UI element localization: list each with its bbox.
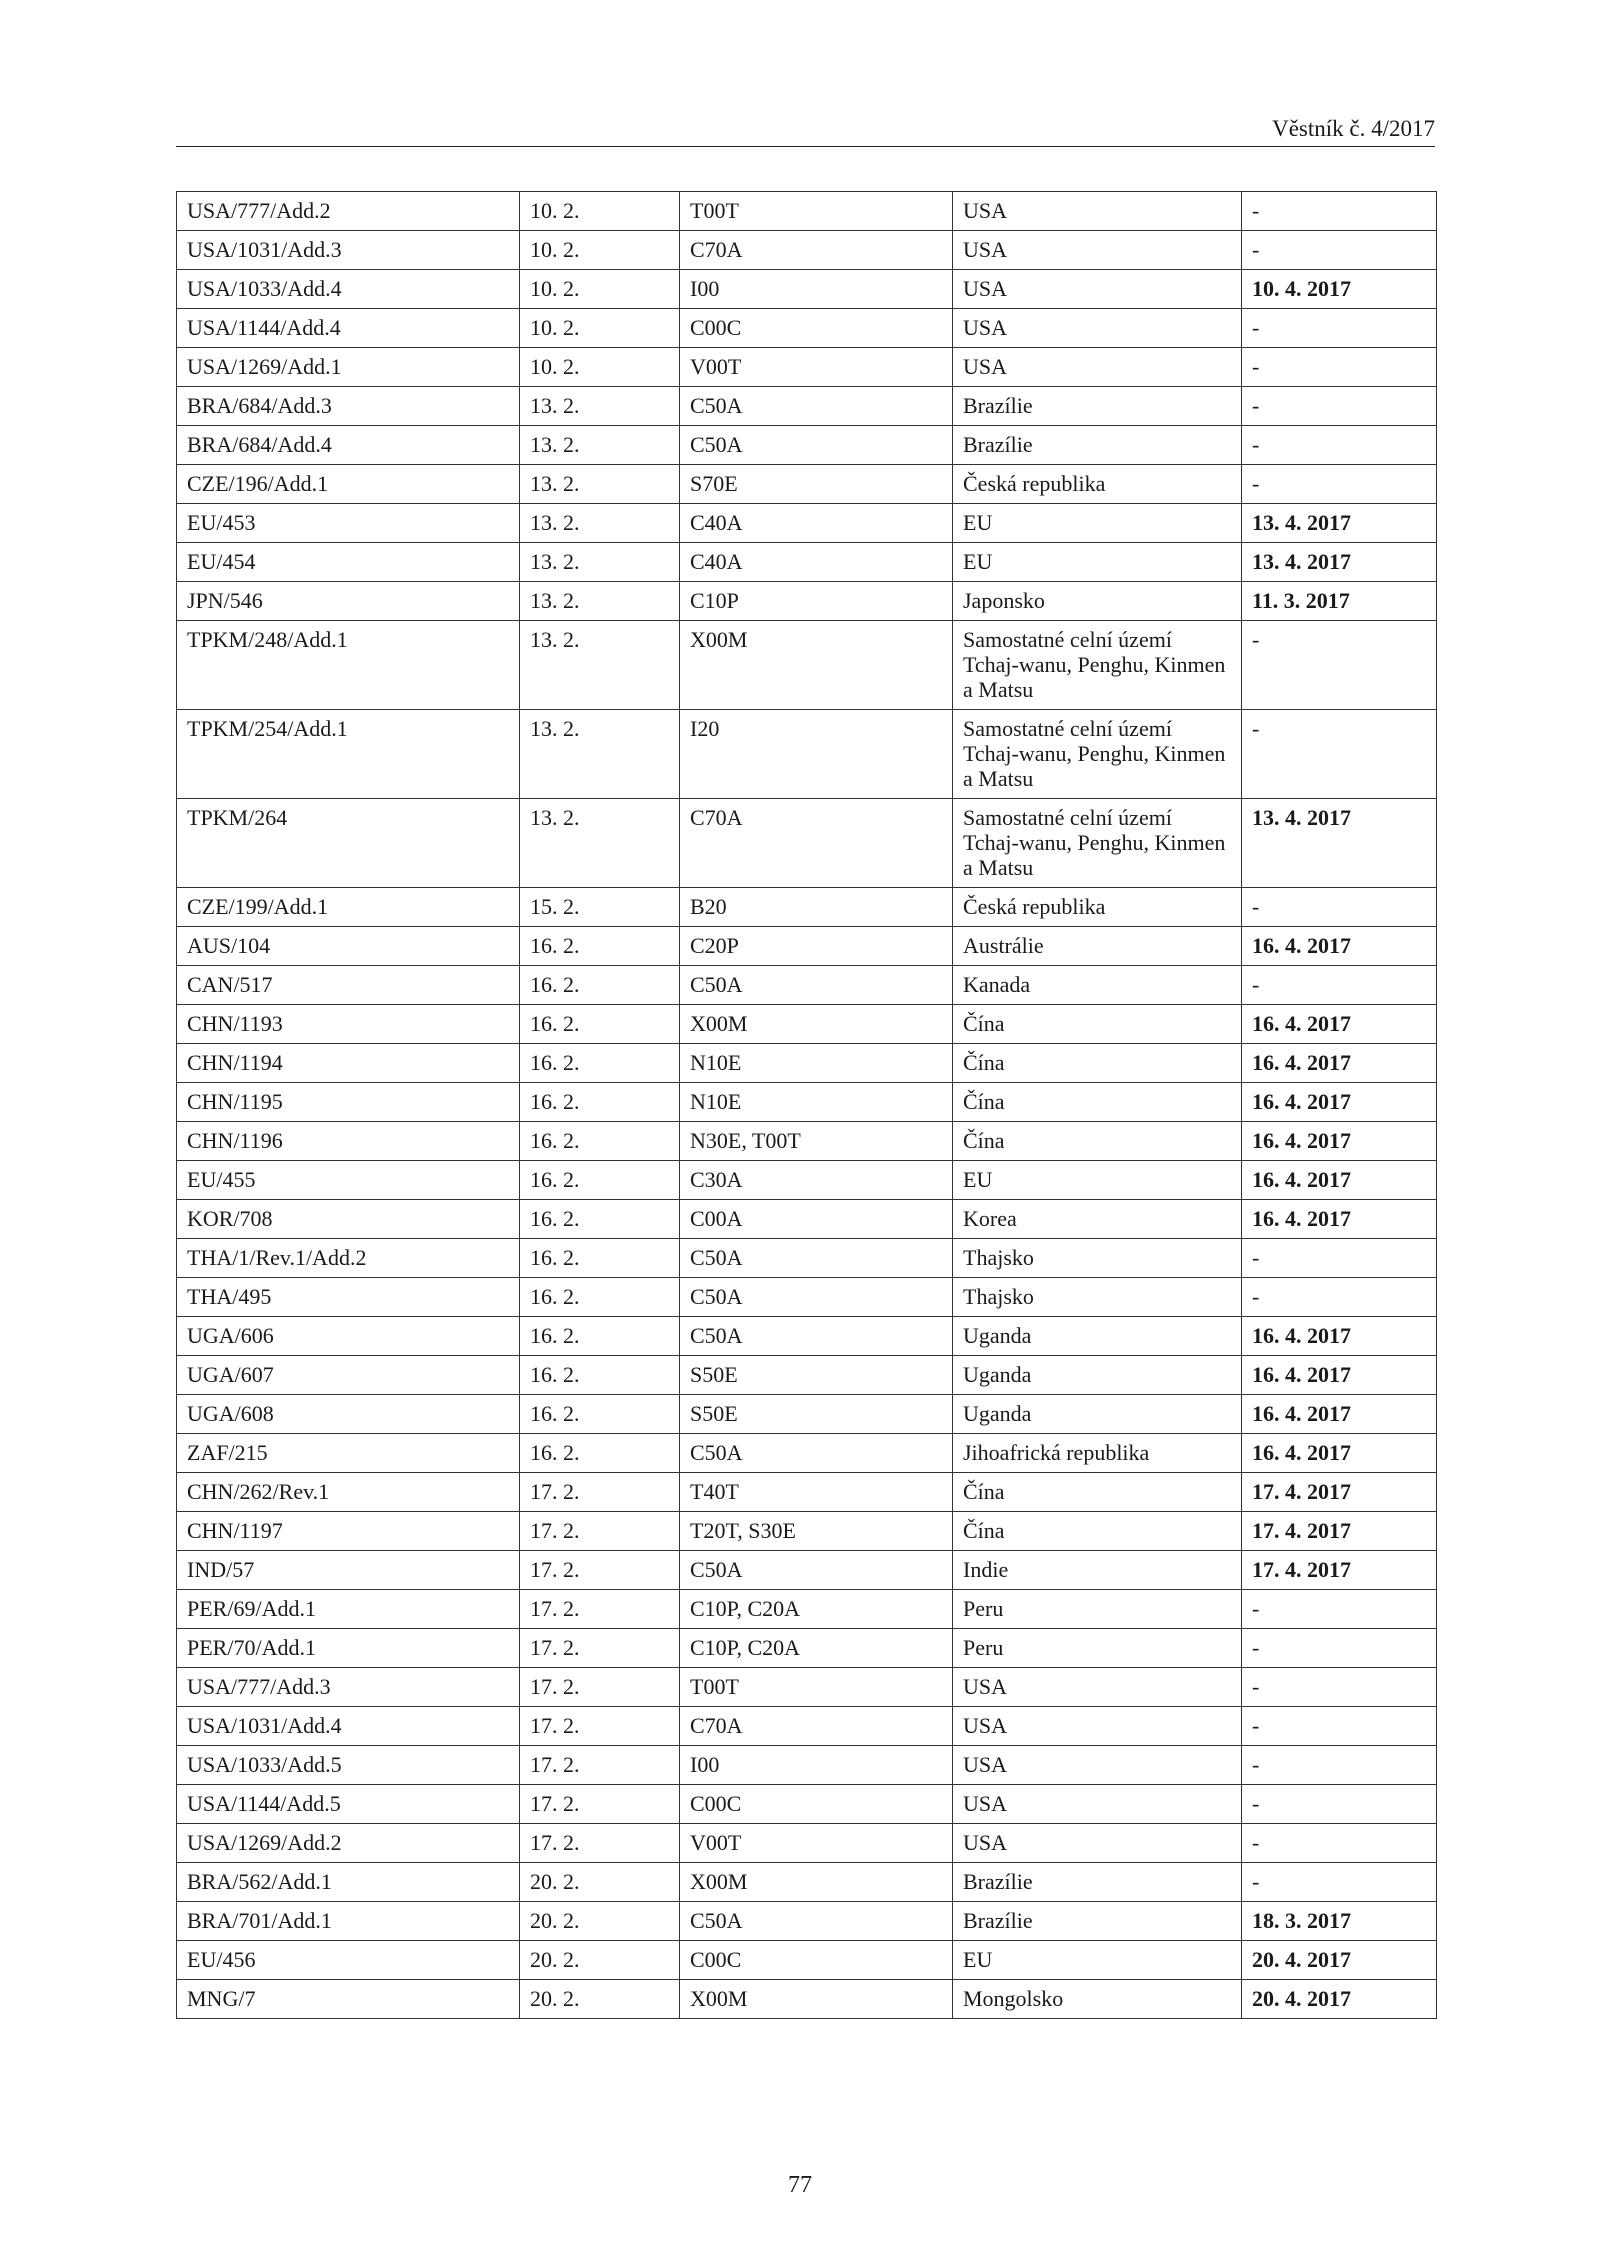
table-row [177,1746,1437,1785]
deadline-cell: 17. 4. 2017 [1242,1473,1437,1512]
table-row [177,1512,1437,1551]
date-cell: 17. 2. [520,1668,680,1707]
table-row [177,1356,1437,1395]
code-cell: N30E, T00T [680,1122,953,1161]
code-cell: T00T [680,1668,953,1707]
date-cell: 17. 2. [520,1824,680,1863]
table-row [177,270,1437,309]
document-code-cell: JPN/546 [177,582,520,621]
document-code-cell: CHN/1193 [177,1005,520,1044]
document-code-cell: CHN/1197 [177,1512,520,1551]
table-row [177,1902,1437,1941]
code-cell: C00A [680,1200,953,1239]
date-cell: 13. 2. [520,582,680,621]
code-cell: V00T [680,1824,953,1863]
date-cell: 13. 2. [520,465,680,504]
table-row [177,710,1437,799]
date-cell: 13. 2. [520,543,680,582]
table-row [177,1239,1437,1278]
deadline-cell: - [1242,387,1437,426]
document-code-cell: CHN/262/Rev.1 [177,1473,520,1512]
date-cell: 16. 2. [520,1161,680,1200]
document-code-cell: CHN/1196 [177,1122,520,1161]
country-cell: Čína [953,1473,1242,1512]
table-row [177,504,1437,543]
document-code-cell: UGA/608 [177,1395,520,1434]
deadline-cell: 16. 4. 2017 [1242,1317,1437,1356]
country-cell: Čína [953,1044,1242,1083]
deadline-cell: - [1242,888,1437,927]
table-row [177,1317,1437,1356]
table-row [177,1590,1437,1629]
country-cell: Japonsko [953,582,1242,621]
table-row [177,1200,1437,1239]
code-cell: I20 [680,710,953,799]
document-code-cell: AUS/104 [177,927,520,966]
date-cell: 16. 2. [520,1200,680,1239]
country-cell: Samostatné celní území Tchaj-wanu, Penghu, Kinmen a Matsu [953,621,1242,710]
document-code-cell: MNG/7 [177,1980,520,2019]
document-code-cell: CAN/517 [177,966,520,1005]
date-cell: 16. 2. [520,1278,680,1317]
document-code-cell: BRA/684/Add.4 [177,426,520,465]
date-cell: 16. 2. [520,1356,680,1395]
table-row [177,927,1437,966]
document-code-cell: TPKM/248/Add.1 [177,621,520,710]
country-cell: Peru [953,1629,1242,1668]
deadline-cell: 13. 4. 2017 [1242,543,1437,582]
date-cell: 13. 2. [520,799,680,888]
date-cell: 17. 2. [520,1473,680,1512]
deadline-cell: 11. 3. 2017 [1242,582,1437,621]
notification-table [176,191,1437,2019]
table-row [177,1707,1437,1746]
deadline-cell: 16. 4. 2017 [1242,1044,1437,1083]
code-cell: C70A [680,231,953,270]
code-cell: T40T [680,1473,953,1512]
table-row [177,1044,1437,1083]
document-code-cell: USA/777/Add.2 [177,192,520,231]
document-code-cell: KOR/708 [177,1200,520,1239]
country-cell: USA [953,1746,1242,1785]
country-cell: Samostatné celní území Tchaj-wanu, Penghu, Kinmen a Matsu [953,710,1242,799]
code-cell: X00M [680,1005,953,1044]
deadline-cell: 16. 4. 2017 [1242,927,1437,966]
country-cell: EU [953,504,1242,543]
country-cell: Kanada [953,966,1242,1005]
table-row [177,231,1437,270]
document-code-cell: USA/1031/Add.4 [177,1707,520,1746]
table-row [177,1824,1437,1863]
deadline-cell: 16. 4. 2017 [1242,1395,1437,1434]
country-cell: EU [953,1941,1242,1980]
country-cell: Thajsko [953,1278,1242,1317]
document-code-cell: EU/455 [177,1161,520,1200]
header-title: Věstník č. 4/2017 [1272,116,1435,141]
table-row [177,348,1437,387]
date-cell: 20. 2. [520,1902,680,1941]
date-cell: 16. 2. [520,1044,680,1083]
country-cell: Česká republika [953,465,1242,504]
deadline-cell: - [1242,966,1437,1005]
document-code-cell: USA/1269/Add.1 [177,348,520,387]
country-cell: Korea [953,1200,1242,1239]
code-cell: C30A [680,1161,953,1200]
code-cell: I00 [680,270,953,309]
deadline-cell: 13. 4. 2017 [1242,799,1437,888]
code-cell: C10P, C20A [680,1629,953,1668]
code-cell: X00M [680,1863,953,1902]
date-cell: 13. 2. [520,504,680,543]
date-cell: 10. 2. [520,270,680,309]
document-code-cell: CHN/1195 [177,1083,520,1122]
table-row [177,1629,1437,1668]
table-row [177,1278,1437,1317]
date-cell: 16. 2. [520,1317,680,1356]
date-cell: 10. 2. [520,231,680,270]
table-row [177,309,1437,348]
date-cell: 16. 2. [520,1005,680,1044]
deadline-cell: 18. 3. 2017 [1242,1902,1437,1941]
code-cell: C50A [680,426,953,465]
date-cell: 16. 2. [520,1395,680,1434]
page-number: 77 [788,2172,812,2198]
deadline-cell: 20. 4. 2017 [1242,1941,1437,1980]
date-cell: 17. 2. [520,1551,680,1590]
code-cell: S50E [680,1395,953,1434]
document-code-cell: USA/1269/Add.2 [177,1824,520,1863]
document-code-cell: USA/1033/Add.4 [177,270,520,309]
country-cell: USA [953,192,1242,231]
document-code-cell: TPKM/254/Add.1 [177,710,520,799]
code-cell: X00M [680,1980,953,2019]
document-code-cell: USA/1031/Add.3 [177,231,520,270]
code-cell: C50A [680,1239,953,1278]
date-cell: 20. 2. [520,1863,680,1902]
date-cell: 15. 2. [520,888,680,927]
deadline-cell: 16. 4. 2017 [1242,1005,1437,1044]
deadline-cell: - [1242,465,1437,504]
document-code-cell: BRA/701/Add.1 [177,1902,520,1941]
date-cell: 16. 2. [520,1122,680,1161]
deadline-cell: - [1242,1785,1437,1824]
country-cell: USA [953,1668,1242,1707]
deadline-cell: - [1242,426,1437,465]
country-cell: Česká republika [953,888,1242,927]
country-cell: USA [953,231,1242,270]
deadline-cell: - [1242,1239,1437,1278]
country-cell: Samostatné celní území Tchaj-wanu, Penghu, Kinmen a Matsu [953,799,1242,888]
country-cell: Čína [953,1512,1242,1551]
code-cell: C50A [680,1317,953,1356]
table-row [177,192,1437,231]
document-code-cell: EU/453 [177,504,520,543]
document-code-cell: BRA/562/Add.1 [177,1863,520,1902]
country-cell: Peru [953,1590,1242,1629]
deadline-cell: 16. 4. 2017 [1242,1200,1437,1239]
table-row [177,1122,1437,1161]
country-cell: Mongolsko [953,1980,1242,2019]
document-code-cell: USA/777/Add.3 [177,1668,520,1707]
date-cell: 13. 2. [520,387,680,426]
code-cell: T00T [680,192,953,231]
code-cell: C70A [680,799,953,888]
deadline-cell: 16. 4. 2017 [1242,1083,1437,1122]
deadline-cell: 16. 4. 2017 [1242,1161,1437,1200]
table-body [177,192,1437,2019]
table-row [177,1395,1437,1434]
country-cell: USA [953,1824,1242,1863]
document-code-cell: ZAF/215 [177,1434,520,1473]
date-cell: 10. 2. [520,309,680,348]
document-code-cell: THA/1/Rev.1/Add.2 [177,1239,520,1278]
code-cell: C50A [680,966,953,1005]
code-cell: V00T [680,348,953,387]
code-cell: I00 [680,1746,953,1785]
document-code-cell: PER/70/Add.1 [177,1629,520,1668]
document-code-cell: TPKM/264 [177,799,520,888]
document-code-cell: BRA/684/Add.3 [177,387,520,426]
deadline-cell: - [1242,1668,1437,1707]
country-cell: USA [953,348,1242,387]
country-cell: USA [953,270,1242,309]
deadline-cell: 13. 4. 2017 [1242,504,1437,543]
country-cell: Brazílie [953,426,1242,465]
deadline-cell: - [1242,1863,1437,1902]
date-cell: 20. 2. [520,1941,680,1980]
code-cell: S70E [680,465,953,504]
date-cell: 17. 2. [520,1512,680,1551]
date-cell: 17. 2. [520,1590,680,1629]
document-code-cell: USA/1033/Add.5 [177,1746,520,1785]
table-row [177,621,1437,710]
code-cell: C50A [680,1551,953,1590]
table-row [177,1083,1437,1122]
deadline-cell: 16. 4. 2017 [1242,1122,1437,1161]
date-cell: 17. 2. [520,1707,680,1746]
country-cell: Uganda [953,1395,1242,1434]
deadline-cell: - [1242,621,1437,710]
country-cell: USA [953,309,1242,348]
date-cell: 10. 2. [520,192,680,231]
country-cell: USA [953,1785,1242,1824]
page-header [176,112,1435,147]
table-row [177,1005,1437,1044]
country-cell: EU [953,543,1242,582]
table-row [177,1980,1437,2019]
code-cell: C50A [680,1278,953,1317]
table-row [177,543,1437,582]
document-code-cell: PER/69/Add.1 [177,1590,520,1629]
code-cell: N10E [680,1044,953,1083]
date-cell: 10. 2. [520,348,680,387]
table-row [177,465,1437,504]
country-cell: Uganda [953,1317,1242,1356]
document-code-cell: USA/1144/Add.5 [177,1785,520,1824]
table-row [177,1161,1437,1200]
date-cell: 20. 2. [520,1980,680,2019]
country-cell: Čína [953,1122,1242,1161]
deadline-cell: 16. 4. 2017 [1242,1356,1437,1395]
date-cell: 17. 2. [520,1785,680,1824]
date-cell: 16. 2. [520,1083,680,1122]
code-cell: C10P, C20A [680,1590,953,1629]
date-cell: 13. 2. [520,426,680,465]
code-cell: C50A [680,1434,953,1473]
code-cell: C50A [680,1902,953,1941]
code-cell: B20 [680,888,953,927]
date-cell: 13. 2. [520,621,680,710]
table-row [177,582,1437,621]
deadline-cell: - [1242,1629,1437,1668]
table-row [177,1863,1437,1902]
document-code-cell: CHN/1194 [177,1044,520,1083]
code-cell: C70A [680,1707,953,1746]
country-cell: USA [953,1707,1242,1746]
table-row [177,888,1437,927]
country-cell: Austrálie [953,927,1242,966]
deadline-cell: 17. 4. 2017 [1242,1551,1437,1590]
deadline-cell: 16. 4. 2017 [1242,1434,1437,1473]
deadline-cell: 20. 4. 2017 [1242,1980,1437,2019]
deadline-cell: - [1242,1824,1437,1863]
country-cell: Brazílie [953,1902,1242,1941]
deadline-cell: - [1242,710,1437,799]
deadline-cell: - [1242,1746,1437,1785]
deadline-cell: - [1242,348,1437,387]
document-code-cell: UGA/606 [177,1317,520,1356]
deadline-cell: - [1242,1278,1437,1317]
date-cell: 16. 2. [520,966,680,1005]
deadline-cell: 17. 4. 2017 [1242,1512,1437,1551]
code-cell: N10E [680,1083,953,1122]
table-row [177,1473,1437,1512]
deadline-cell: - [1242,309,1437,348]
code-cell: C20P [680,927,953,966]
date-cell: 17. 2. [520,1746,680,1785]
deadline-cell: - [1242,1590,1437,1629]
country-cell: Brazílie [953,387,1242,426]
date-cell: 13. 2. [520,710,680,799]
date-cell: 16. 2. [520,927,680,966]
table-row [177,1668,1437,1707]
table-row [177,1434,1437,1473]
code-cell: C00C [680,1785,953,1824]
deadline-cell: - [1242,231,1437,270]
document-code-cell: CZE/199/Add.1 [177,888,520,927]
code-cell: C40A [680,504,953,543]
table-row [177,1785,1437,1824]
code-cell: S50E [680,1356,953,1395]
country-cell: Uganda [953,1356,1242,1395]
country-cell: Čína [953,1083,1242,1122]
code-cell: C50A [680,387,953,426]
document-code-cell: USA/1144/Add.4 [177,309,520,348]
country-cell: Indie [953,1551,1242,1590]
document-code-cell: UGA/607 [177,1356,520,1395]
deadline-cell: - [1242,1707,1437,1746]
date-cell: 16. 2. [520,1434,680,1473]
table-row [177,387,1437,426]
code-cell: C00C [680,309,953,348]
document-code-cell: THA/495 [177,1278,520,1317]
table-row [177,1551,1437,1590]
document-code-cell: EU/454 [177,543,520,582]
table-row [177,1941,1437,1980]
date-cell: 16. 2. [520,1239,680,1278]
country-cell: Thajsko [953,1239,1242,1278]
country-cell: EU [953,1161,1242,1200]
table-row [177,799,1437,888]
table-row [177,966,1437,1005]
code-cell: T20T, S30E [680,1512,953,1551]
document-code-cell: EU/456 [177,1941,520,1980]
document-code-cell: CZE/196/Add.1 [177,465,520,504]
table-row [177,426,1437,465]
country-cell: Čína [953,1005,1242,1044]
date-cell: 17. 2. [520,1629,680,1668]
code-cell: C10P [680,582,953,621]
code-cell: C00C [680,1941,953,1980]
deadline-cell: - [1242,192,1437,231]
code-cell: C40A [680,543,953,582]
document-code-cell: IND/57 [177,1551,520,1590]
country-cell: Brazílie [953,1863,1242,1902]
code-cell: X00M [680,621,953,710]
country-cell: Jihoafrická republika [953,1434,1242,1473]
deadline-cell: 10. 4. 2017 [1242,270,1437,309]
